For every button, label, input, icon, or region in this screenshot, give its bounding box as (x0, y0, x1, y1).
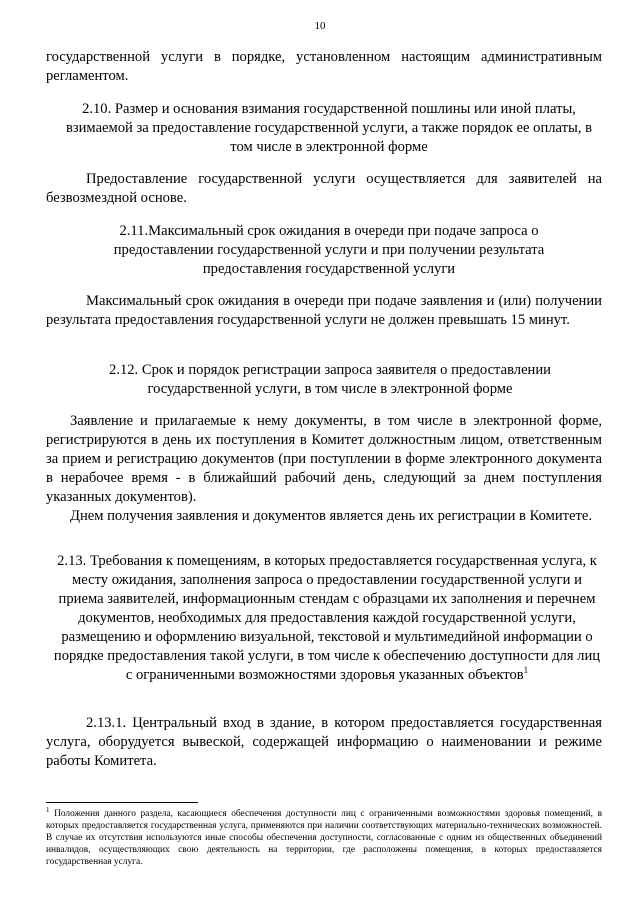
footnote-marker: 1 (46, 806, 50, 814)
paragraph-max-wait-time: Максимальный срок ожидания в очереди при подаче заявления и (или) получении результата предоставления государственной услуги не должен превышать 15 минут. (46, 293, 602, 328)
paragraph-free-of-charge: Предоставление государственной услуги осуществляется для заявителей на безвозмездной основе. (46, 171, 602, 206)
paragraph-2-13-1: 2.13.1. Центральный вход в здание, в котором предоставляется государственная услуга, оборудуется вывеской, содержащей информацию о наименовании и режиме работы Комитета. (46, 715, 602, 769)
paragraph-continuation: государственной услуги в порядке, установленном настоящим административным регламентом. (46, 49, 602, 84)
footnote-divider (46, 802, 198, 803)
paragraph-receipt-day: Днем получения заявления и документов является день их регистрации в Комитете. (70, 508, 592, 524)
section-heading-2-13 (52, 552, 602, 685)
section-heading-2-10: 2.10. Размер и основания взимания государственной пошлины или иной платы, взимаемой за предоставление государственной услуги, а также порядок ее оплаты, в том числе в электронной форме (65, 101, 593, 155)
section-heading-2-12: 2.12. Срок и порядок регистрации запроса заявителя о предоставлении государственной услуги, в том числе в электронной форме (109, 362, 551, 397)
footnote-text: Положения данного раздела, касающиеся обеспечения доступности лиц с ограниченными возможностями здоровья помещений, в которых предоставляется государственная услуга, применяются при наличии соответствующих материально-технических возможностей. В случае их отсутствия используются иные способы обеспечения доступности, согласованные с одним из общественных объединений инвалидов, осуществляющих свою деятельность на территории, где расположены помещения, в которых предоставляется государственная услуга. (46, 809, 603, 867)
footnote (46, 808, 602, 868)
section-heading-2-11: 2.11.Максимальный срок ожидания в очереди при подаче запроса о предоставлении государственной услуги и при получении результата предоставления государственной услуги (113, 223, 545, 277)
section-heading-2-13-text: 2.13. Требования к помещениям, в которых предоставляется государственная услуга, к месту ожидания, заполнения запроса о предоставлении государственной услуги и приема заявителей, информационным стендам с образцами их заполнения и перечнем документов, необходимых для предоставления каждой государственной услуги, размещению и оформлению визуальной, текстовой и мультимедийной информации о порядке предоставления такой услуги, в том числе к обеспечению доступности для лиц с ограниченными возможностями здоровья указанных объектов (53, 553, 601, 683)
page-number: 10 (314, 20, 326, 32)
paragraph-registration: Заявление и прилагаемые к нему документы, в том числе в электронной форме, регистрируются в день их поступления в Комитет должностным лицом, ответственным за прием и регистрацию документов (при поступлении в форме электронного документа в нерабочее время - в ближайший рабочий день, следующий за днем поступления указанных документов). (46, 413, 602, 505)
footnote-reference: 1 (523, 665, 529, 675)
